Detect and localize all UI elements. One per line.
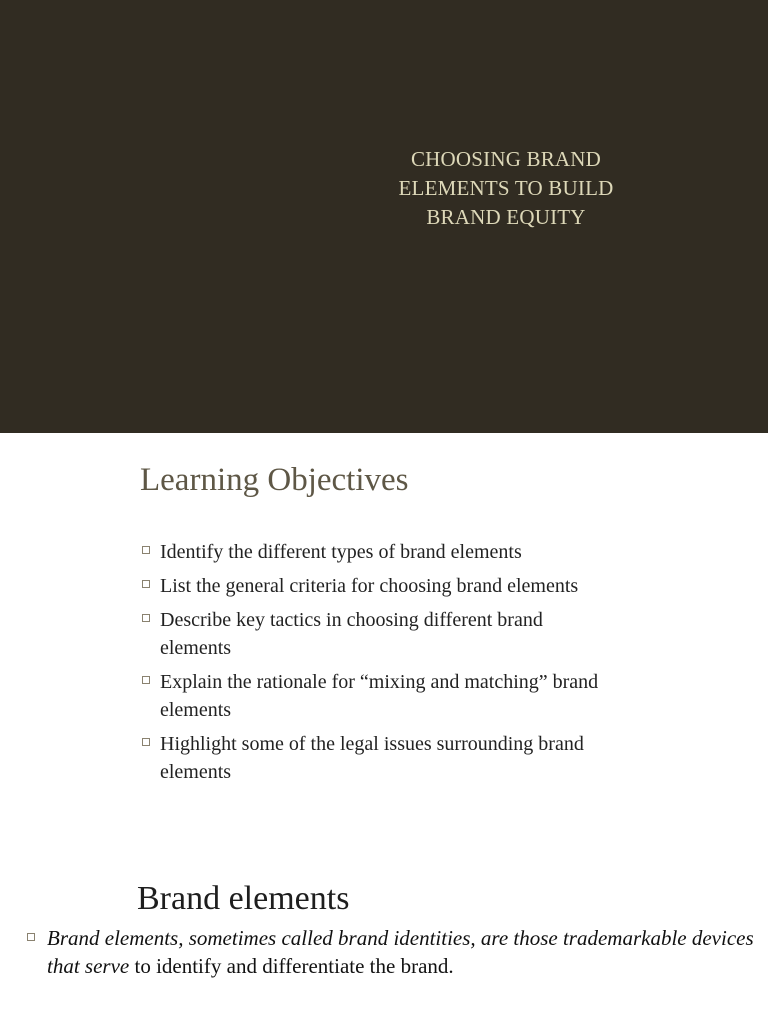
title-slide — [0, 0, 768, 433]
brand-elements-heading: Brand elements — [137, 880, 350, 917]
title-line: CHOOSING BRAND — [410, 147, 602, 171]
list-item — [138, 538, 618, 566]
objectives-heading: Learning Objectives — [140, 462, 409, 498]
definition-plain-text: to identify and differentiate the brand. — [129, 954, 454, 978]
objective-text: Describe key tactics in choosing different brand elements — [160, 609, 543, 659]
title-line: BRAND EQUITY — [426, 205, 586, 229]
square-bullet-icon — [27, 933, 35, 941]
list-item — [138, 730, 618, 786]
square-bullet-icon — [142, 738, 150, 746]
slide-title — [356, 145, 656, 232]
list-item — [138, 606, 618, 662]
brand-definition — [26, 924, 767, 980]
objective-text: Explain the rationale for “mixing and matching” brand elements — [160, 671, 599, 721]
objectives-list — [138, 538, 618, 792]
list-item — [138, 668, 618, 724]
objectives-slide — [0, 433, 768, 873]
objective-text: Identify the different types of brand elements — [160, 541, 522, 563]
square-bullet-icon — [142, 614, 150, 622]
objective-text: List the general criteria for choosing brand elements — [160, 575, 579, 597]
square-bullet-icon — [142, 546, 150, 554]
square-bullet-icon — [142, 676, 150, 684]
list-item — [138, 572, 618, 600]
brand-elements-slide — [0, 873, 768, 1024]
square-bullet-icon — [142, 580, 150, 588]
title-line: ELEMENTS TO BUILD — [398, 176, 614, 200]
objective-text: Highlight some of the legal issues surrounding brand elements — [160, 733, 584, 783]
definition-italic-text: Brand elements, sometimes called brand identities, are those trademarkable devices that serve — [47, 926, 754, 978]
